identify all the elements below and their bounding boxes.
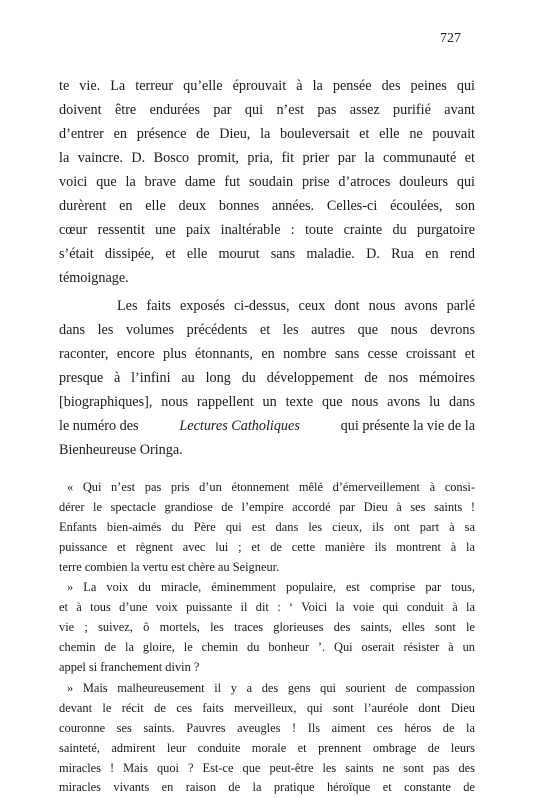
quote-line: dérer le spectacle grandiose de l’empire accordé par Dieu à ses saints ! — [59, 500, 475, 514]
text-segment: le numéro des — [59, 418, 139, 434]
text-line: te vie. La terreur qu’elle éprouvait à la pensée des peines qui — [59, 78, 475, 94]
quote-line: Enfants bien-aimés du Père qui est dans les cieux, ils ont part à sa — [59, 520, 475, 534]
quote-line: devant le récit de ces faits merveilleux, qui sont l’auréole dont Dieu — [59, 701, 475, 715]
text-line: raconter, encore plus étonnants, en nombre sans cesse croissant et — [59, 346, 475, 362]
text-line: durèrent en elle deux bonnes années. Celles-ci écoulées, son — [59, 198, 475, 214]
text-line: Les faits exposés ci-dessus, ceux dont nous avons parlé — [117, 298, 475, 314]
text-line: d’entrer en présence de Dieu, la bouleversait et elle ne pouvait — [59, 126, 475, 142]
quote-line: puissance et règnent avec lui ; et de cette manière ils montrent à la — [59, 540, 475, 554]
publication-title: Lectures Catholiques — [179, 418, 300, 434]
page-number: 727 — [440, 31, 461, 46]
text-line: doivent être endurées par qui n’est pas assez purifié avant — [59, 102, 475, 118]
quote-line: miracles ! Mais quoi ? Est-ce que peut-être les saints ne sont pas des — [59, 761, 475, 775]
text-line: voici que la brave dame fut soudain prise d’atroces douleurs qui — [59, 174, 475, 190]
text-line: témoignage. — [59, 270, 129, 286]
quote-line: » Mais malheureusement il y a des gens qui sourient de compassion — [67, 681, 475, 695]
quote-line: sainteté, admirent leur conduite morale et prennent ombrage de leurs — [59, 741, 475, 755]
text-line-mixed — [59, 417, 475, 435]
text-line: dans les volumes précédents et les autres que nous devrons — [59, 322, 475, 338]
quote-line: appel si franchement divin ? — [59, 660, 200, 674]
quote-line: miracles vivants en raison de la pratique héroïque et constante de — [59, 780, 475, 794]
text-line: s’était dissipée, et elle mourut sans maladie. D. Rua en rend — [59, 246, 475, 262]
quote-line: vie ; suivez, ô mortels, les traces glorieuses des saints, elles sont le — [59, 620, 475, 634]
quote-line: « Qui n’est pas pris d’un étonnement mêlé d’émerveillement à consi- — [67, 480, 475, 494]
text-line: cœur ressentit une paix inaltérable : toute crainte du purgatoire — [59, 222, 475, 238]
quote-line: terre combien la vertu est chère au Seigneur. — [59, 560, 280, 574]
text-line: la vaincre. D. Bosco promit, pria, fit prier par la communauté et — [59, 150, 475, 166]
text-segment: qui présente la vie de la — [340, 418, 475, 434]
quote-line: » La voix du miracle, éminemment populaire, est comprise par tous, — [67, 580, 475, 594]
quote-line: couronne ses saints. Pauvres aveugles ! Ils aiment ces héros de la — [59, 721, 475, 735]
text-line: Bienheureuse Oringa. — [59, 442, 183, 458]
quote-line: et à tous d’une voix puissante il dit : ‘ Voici la voie qui conduit à la — [59, 600, 475, 614]
quote-line: chemin de la gloire, le chemin du bonheur ’. Qui oserait résister à un — [59, 640, 475, 654]
text-line: presque à l’infini au long du développement de nos mémoires — [59, 370, 475, 386]
text-line: [biographiques], nous rappellent un texte que nous avons lu dans — [59, 394, 475, 410]
